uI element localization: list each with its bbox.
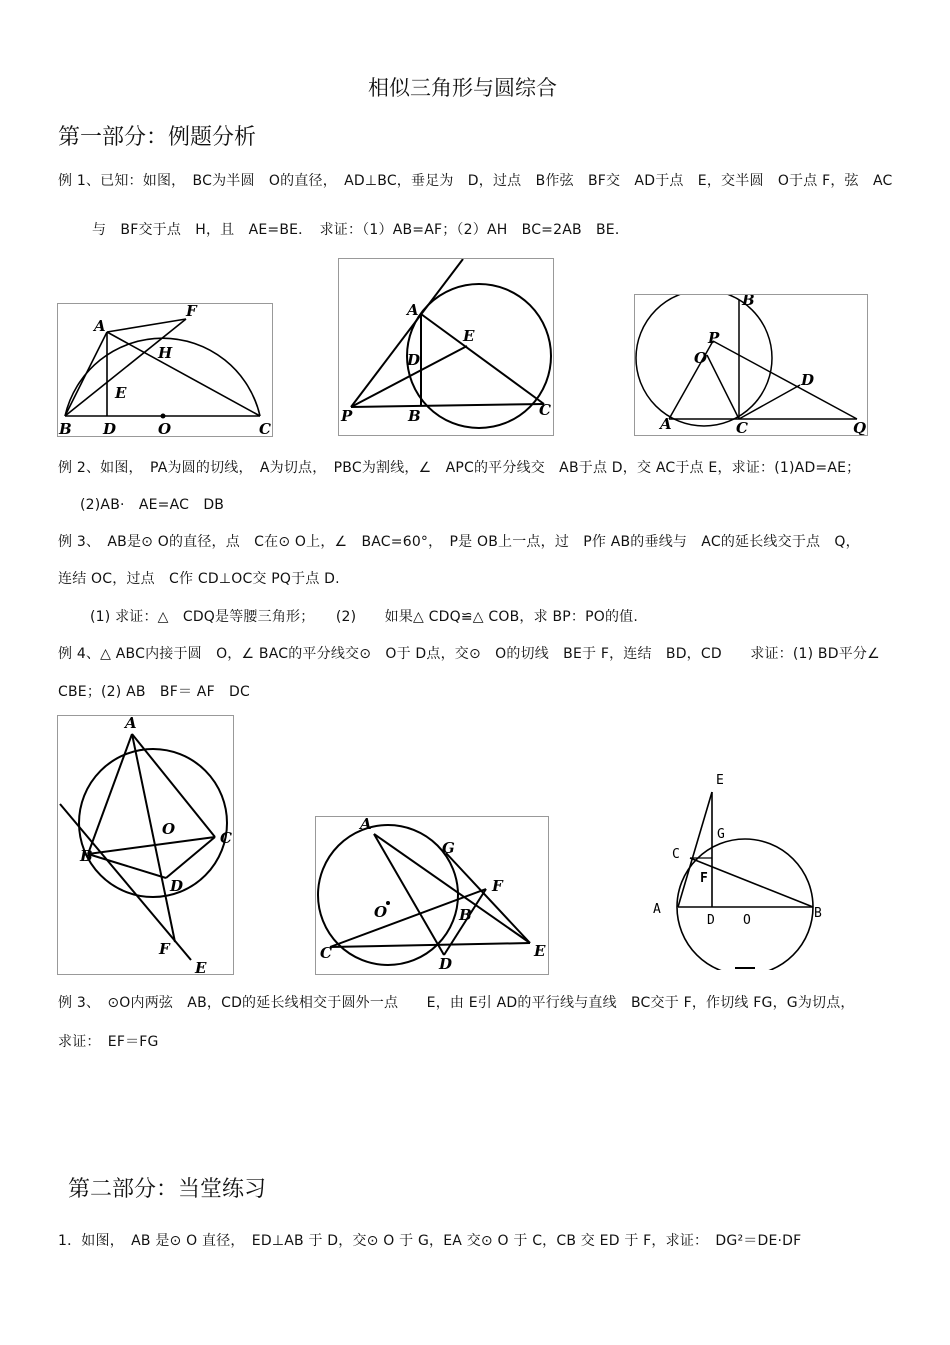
section-1-heading: 第一部分：例题分析	[58, 125, 257, 150]
fig2-label-d: D	[407, 351, 421, 369]
fig5-label-f: F	[492, 877, 503, 895]
example-4-line-2: CBE；(2) AB BF＝ AF DC	[58, 684, 250, 700]
example-3-line-2: 连结 OC，过点 C作 CD⊥OC交 PQ于点 D.	[58, 571, 340, 587]
fig1-label-c: C	[259, 420, 271, 436]
fig1-label-b: B	[59, 420, 72, 436]
fig6-label-o: O	[743, 913, 751, 928]
example-3-line-1: 例 3、 AB是⊙ O的直径，点 C在⊙ O上，∠ BAC=60°， P是 OB上一点，过 P作 AB的垂线与 AC的延长线交于点 Q，	[58, 534, 860, 550]
figure-2-tangent-secant	[338, 258, 554, 436]
fig3-label-q: Q	[853, 419, 867, 435]
fig6-label-b: B	[814, 906, 822, 921]
fig3-label-b: B	[742, 295, 755, 309]
page-title: 相似三角形与圆综合	[368, 76, 557, 100]
fig1-label-o: O	[158, 420, 172, 436]
example-5-line-2: 求证： EF＝FG	[58, 1034, 159, 1050]
practice-1-line-1: 1．如图， AB 是⊙ O 直径， ED⊥AB 于 D，交⊙ O 于 G，EA 交⊙ O 于 C，CB 交 ED 于 F，求证： DG²＝DE·DF	[58, 1233, 802, 1249]
example-1-line-1: 例 1、已知：如图， BC为半圆 O的直径， AD⊥BC，垂足为 D，过点 B作弦 BF交 AD于点 E，交半圆 O于点 F，弦 AC	[58, 173, 893, 189]
fig5-label-e: E	[534, 942, 546, 960]
fig5-label-a: A	[360, 817, 372, 833]
fig5-label-d: D	[439, 955, 453, 973]
fig1-label-d: D	[103, 420, 117, 436]
example-3-line-3: (1) 求证：△ CDQ是等腰三角形； (2) 如果△ CDQ≌△ COB，求 BP：PO的值.	[90, 609, 639, 625]
fig1-label-e: E	[115, 384, 127, 402]
example-2-line-2: (2)AB· AE=AC DB	[80, 497, 225, 513]
fig2-label-c: C	[539, 401, 551, 419]
fig3-label-p: P	[708, 329, 720, 347]
figure-6-diameter-perpendicular	[650, 770, 830, 970]
example-5-line-1: 例 3、 ⊙O内两弦 AB，CD的延长线相交于圆外一点 E，由 E引 AD的平行线与直线 BC交于 F，作切线 FG，G为切点，	[58, 995, 855, 1011]
fig1-label-a: A	[94, 317, 106, 335]
fig2-label-p: P	[341, 407, 353, 425]
fig2-label-e: E	[463, 327, 475, 345]
fig6-label-d: D	[707, 913, 715, 928]
fig6-label-f: F	[700, 871, 708, 886]
fig1-label-h: H	[158, 344, 173, 362]
fig6-label-g: G	[717, 827, 725, 842]
fig3-label-a: A	[660, 415, 672, 433]
fig3-label-c: C	[736, 419, 748, 435]
fig5-label-o: O	[374, 903, 388, 921]
fig2-label-b: B	[408, 407, 421, 425]
figure-5-chords-extended	[315, 816, 549, 975]
fig4-label-e: E	[195, 959, 207, 974]
fig3-label-o: O	[694, 349, 708, 367]
fig6-label-a: A	[653, 902, 661, 917]
section-2-heading: 第二部分：当堂练习	[68, 1177, 267, 1202]
fig4-label-b: B	[80, 847, 93, 865]
fig5-label-b: B	[459, 906, 472, 924]
fig4-label-a: A	[125, 716, 137, 732]
fig2-label-a: A	[407, 301, 419, 319]
fig6-label-e: E	[716, 773, 724, 788]
fig6-label-c: C	[672, 847, 680, 862]
fig4-label-d: D	[170, 877, 184, 895]
fig5-label-c: C	[320, 944, 332, 962]
example-4-line-1: 例 4、△ ABC内接于圆 O，∠ BAC的平分线交⊙ O于 D点，交⊙ O的切线 BE于 F，连结 BD，CD 求证：(1) BD平分∠	[58, 646, 880, 662]
fig4-label-f: F	[159, 940, 170, 958]
fig3-label-d: D	[801, 371, 815, 389]
fig4-label-o: O	[162, 820, 176, 838]
fig4-label-c: C	[220, 829, 232, 847]
figure-4-inscribed-triangle	[57, 715, 234, 975]
fig1-label-f: F	[186, 304, 197, 320]
figure-1-semicircle	[57, 303, 273, 437]
fig5-label-g: G	[442, 839, 455, 857]
example-1-line-2: 与 BF交于点 H，且 AE=BE． 求证：（1）AB=AF；（2）AH BC=2AB BE．	[92, 222, 630, 238]
example-2-line-1: 例 2、如图， PA为圆的切线， A为切点， PBC为割线，∠ APC的平分线交 AB于点 D，交 AC于点 E，求证：(1)AD=AE；	[58, 460, 861, 476]
figure-3-circle-perpendicular	[634, 294, 868, 436]
